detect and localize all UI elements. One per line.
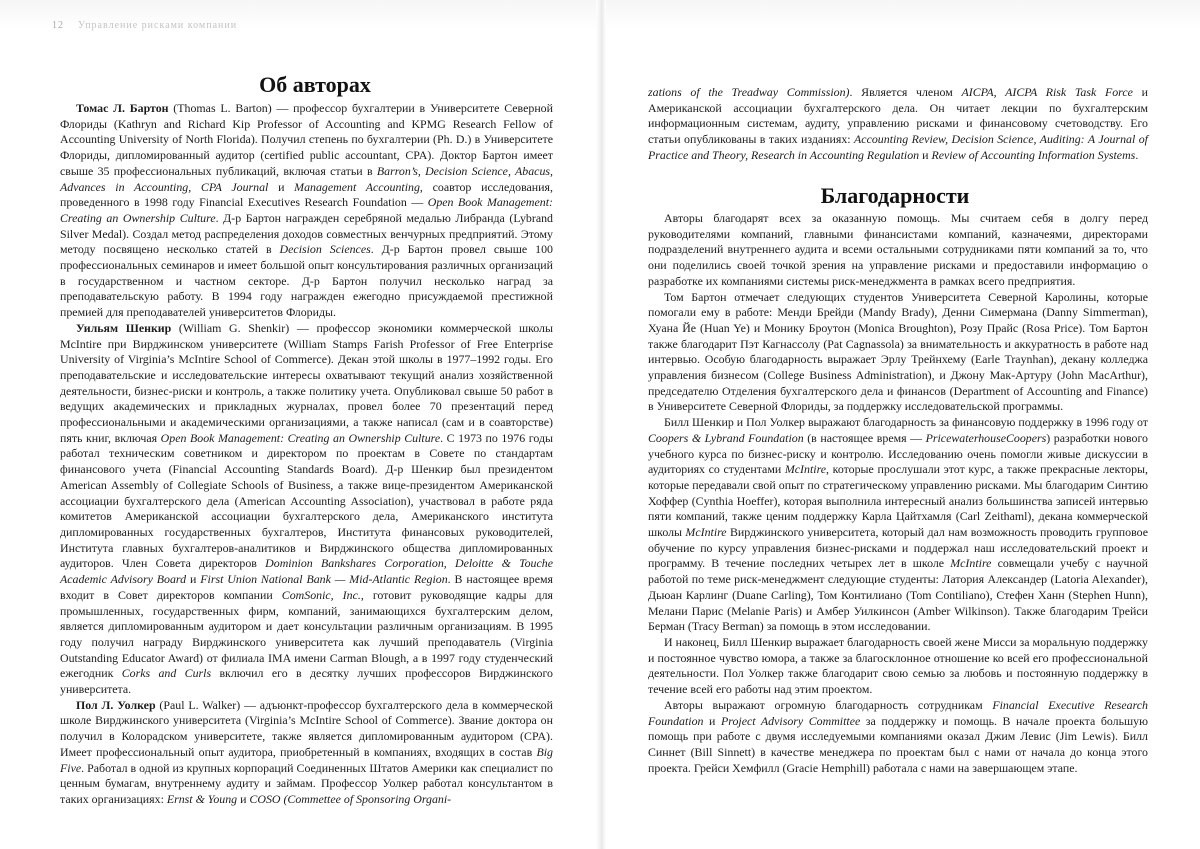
italic-title: Corks and Curls [121, 666, 212, 681]
ack-paragraph-shenkir-walker [648, 415, 1148, 635]
text-run: и [703, 713, 721, 728]
text-run: . Является членом [849, 85, 962, 99]
italic-title: First Union National Bank — Mid-Atlantic Region [200, 572, 448, 587]
italic-title: Dominion Bankshares Corporation, Deloitte & Touche Academic Advisory Board [60, 556, 553, 587]
italic-title: Review of Accounting Information Systems [931, 147, 1136, 162]
text-run: , соавтор исследования, проведенного в 1998 году Financial Executives Research Foundation — [60, 179, 553, 210]
author-bio-walker [60, 698, 553, 808]
text-run: . Д-р Бартон награжден серебряной медалью Либранда (Lybrand Silver Medal). Создал метод распределения доходов совместных венчурных предприятий. Этому методу посвящено несколько статей в [60, 210, 554, 257]
author-name: Уильям Шенкир [76, 320, 172, 335]
text-run: включил его в десятку лучших профессоров Вирджинского университета. [60, 666, 553, 697]
italic-title: Ernst & Young [166, 791, 238, 806]
italic-title: zations of the Treadway Commission) [648, 85, 850, 99]
italic-title: Project Advisory Committee [721, 713, 861, 728]
ack-paragraph-general [648, 211, 1148, 290]
text-run: Авторы выражают огромную благодарность сотрудникам [664, 697, 993, 712]
text-run: ) разработки нового учебного курса по бизнес-риску и контролю. Исследованию очень помогли живые дискуссии в аудиториях со студентами [648, 430, 1148, 477]
text-run: и [919, 147, 932, 162]
text-run: Авторы благодарят всех за оказанную помощь. Мы считаем себя в долгу перед руководителями компаний, главными финансистами компаний, казначеями, директорами подразделений внутреннего аудита и всеми остальными сотрудниками пяти компаний за то, что они поделились своей точкой зрения на управление рисками и предоставили информацию о разработке их компаниями системы риск-менеджмента в рамках всего предприятия. [648, 211, 1148, 288]
about-authors-title: Об авторах [259, 72, 371, 97]
page-number: 12 [52, 20, 64, 31]
text-run: и [268, 179, 295, 194]
italic-title: Big Five [60, 744, 553, 775]
text-run: , которые прослушали этот курс, а также прекрасные лекторы, которые передавали свой опыт по стратегическому управлению рисками. Мы благодарим Синтию Хоффер (Cynthia Hoeffer), которая выполнила интересный анализ большинства записей интервью пяти компаний, также ценим поддержку Карла Цайтхамля (Carl Zeithaml), декана коммерческой школы [648, 462, 1149, 540]
text-run: и Американской ассоциации бухгалтерского дела. Он читает лекции по бухгалтерским информационным системам, аудиту, управлению рисками и финансовому счетоводству. Его статьи опубликованы в таких изданиях: [648, 85, 1148, 147]
text-run: , готовит руководящие кадры для промышленных, государственных фирм, компаний, занимающихся бухгалтерским делом, является дипломированным аудитором и дает консультации различным организациям. В 1995 году получил награду Вирджинского университета как лучший преподаватель (Virginia Outstanding Educator Award) от филиала IMA имени Carman Blough, а в 1997 году студенческий ежегодник [60, 587, 553, 681]
text-run: . В настоящее время входит в Совет директоров компании [60, 572, 553, 602]
text-run: . С 1973 по 1976 годы работал техническим советником и директором по проектам в Совете по стандартам финансового учета (Financial Accounting Standards Board). Д-р Шенкир был президентом American Assembly of Collegiate Schools of Business, а также вице-президентом Американской ассоциации бухгалтерского дела (American Accounting Association), участвовал в работе ряда комитетов Американской ассоциации бухгалтерского дела, Американского института дипломированных государственных бухгалтеров, Института финансовых руководителей, Института главных бухгалтеров-аналитиков и Вирджинского общества дипломированных аудиторов. Член Совета директоров [60, 430, 553, 571]
acknowledgements-text [648, 211, 1148, 776]
author-name: Пол Л. Уолкер [76, 697, 156, 712]
italic-title: Financial Executive Research Foundation [648, 697, 1148, 728]
italic-title: PricewaterhouseCoopers [925, 430, 1047, 445]
italic-title: Open Book Management: Creating an Ownership Culture [60, 195, 553, 225]
text-run: . [1135, 147, 1139, 162]
text-run: (Thomas L. Barton) — профессор бухгалтерии в Университете Северной Флориды (Kathryn and Richard Kip Professor of Accounting and KPMG Research Fellow of Accounting University of North Florida). Получил степень по бухгалтерии (Ph. D.) в Университете Флориды, дипломированный аудитор (certified public accountant, CPA). Доктор Бартон имеет свыше 35 профессиональных публикаций, включая статьи в [60, 101, 553, 178]
text-run: . Д-р Бартон провел свыше 100 профессиональных семинаров и имеет большой опыт консультирования различных организаций в государственном и частном секторе. Д-р Бартон получил несколько наград за преподавательскую работу. В 1994 году награжден ежегодно присуждаемой престижной премией для преподавателей университетов Флориды. [60, 242, 553, 320]
text-run: . Работал в одной из крупных корпораций Соединенных Штатов Америки как специалист по ценным бумагам, внутреннему аудиту и займам. Профессор Уолкер работал консультантом в таких организациях: [60, 760, 553, 806]
italic-title: McIntire [950, 556, 992, 571]
ack-paragraph-family [648, 635, 1148, 698]
italic-title: Coopers & Lybrand Foundation [648, 430, 804, 445]
ack-paragraph-barton [648, 290, 1148, 416]
italic-title: Barron’s, Decision Science, Abacus, Advances in Accounting, CPA Journal [60, 163, 553, 194]
text-run: (Paul L. Walker) — адъюнкт-профессор бухгалтерского дела в коммерческой школе Вирджинского университета (Virginia’s McIntire School of Commerce). Звание доктора он получил в Колорадском университете, также является дипломированным аудитором (CPA). Имеет профессиональный опыт аудитора, приобретенный в компаниях, входящих в состав [60, 697, 553, 759]
walker-bio-continuation [648, 85, 1148, 164]
italic-title: COSO (Commettee of Sponsoring Organi- [249, 791, 452, 806]
text-run: за поддержку и помощь. В начале проекта большую помощь при работе с двумя исследуемыми компаниями оказал Джим Левис (Jim Lewis). Билл Синнет (Bill Sinnett) в качестве менеджера по проектам был с нами от начала до конца этого проекта. Грейси Хемфилл (Gracie Hemphill) работала с нами на завершающем этапе. [648, 713, 1149, 775]
text-run: Вирджинского университета, который дал нам возможность проводить групповое обучение по курсу управления бизнес-рисками и поддержал наш исследовательский проект и программу. В течение последних четырех лет в школе [648, 525, 1149, 571]
italic-title: Accounting Review, Decision Science, Auditing: A Journal of Practice and Theory, Research in Accounting Regulation [648, 132, 1148, 162]
about-authors-text [60, 101, 553, 808]
text-run: (William G. Shenkir) — профессор экономики коммерческой школы McIntire при Вирджинском университете (William Stamps Farish Professor of Free Enterprise University of Virginia’s McIntire School of Commerce). Декан этой школы в 1977–1992 годы. Его преподавательские и исследовательские интересы охватывают текущий анализ хозяйственной деятельности, бизнес-риски и контроль, а также политику учета. Опубликовал свыше 50 работ в ведущих академических и прикладных журналах, провел более 70 презентаций перед профессиональными и академическими организациями, а также написал (сам и в соавторстве) пять книг, включая [60, 320, 553, 445]
author-bio-barton [60, 101, 553, 321]
text-run: и [186, 572, 201, 587]
text-run: Билл Шенкир и Пол Уолкер выражают благодарность за финансовую поддержку в 1996 году от [664, 415, 1148, 430]
acknowledgements-title: Благодарности [820, 183, 970, 208]
italic-title: Management Accounting [294, 179, 420, 194]
running-head [52, 20, 237, 31]
text-run: и [237, 791, 250, 806]
ack-paragraph-ferf [648, 698, 1148, 777]
running-head-text: Управление рисками компании [78, 20, 238, 31]
italic-title: McIntire [784, 462, 827, 477]
walker-bio-continued [648, 85, 1148, 164]
text-run: Том Бартон отмечает следующих студентов Университета Северной Каролины, которые помогали ему в работе: Менди Брейди (Mandy Brady), Денни Симермана (Danny Simmerman), Хуана Йе (Huan Ye) и Монику Броутон (Monica Broughton), Розу Прайс (Rosa Price). Том Бартон также благодарит Пэт Кагнассолу (Pat Cagnassola) за внимательность и аккуратность в работе над интервью. Особую благодарность выражает Эрлу Трейнхему (Earle Traynhan), декану колледжа управления бизнесом (College Business Administration), и Джону Мак-Артуру (John MacArthur), председателю Отделения бухгалтерского дела и финансов (Department of Accounting and Finance) в Университете Северной Флориды, за поддержку исследовательской программы. [648, 289, 1148, 414]
text-run: И наконец, Билл Шенкир выражает благодарность своей жене Мисси за моральную поддержку и постоянное чувство юмора, а также за благосклонное отношение ко всей его профессиональной деятельности. Пол Уолкер также благодарит свою семью за любовь и постоянную поддержку в течение всей его работы над этим проектом. [648, 634, 1148, 697]
italic-title: AICPA, AICPA Risk Task Force [961, 85, 1133, 99]
italic-title: ComSonic, Inc. [281, 587, 361, 602]
italic-title: Decision Sciences [279, 242, 371, 257]
italic-title: McIntire [685, 525, 727, 540]
text-run: совмещали учебу с научной работой по теме риск-менеджмент следующие студенты: Латория Александер (Latoria Alexander), Дьюан Карлинг (Duane Carling), Том Контилиано (Tom Contiliano), Стефен Ханн (Stephen Hunn), Мелани Парис (Melanie Paris) и Амбер Уилкинсон (Amber Wilkinson). Также благодарим Трейси Берман (Tracy Berman) за помощь в этом исследовании. [648, 556, 1148, 634]
text-run: (в настоящее время — [803, 430, 926, 445]
author-name: Томас Л. Бартон [76, 101, 169, 115]
author-bio-shenkir [60, 321, 553, 698]
italic-title: Open Book Management: Creating an Ownership Culture [160, 430, 441, 445]
